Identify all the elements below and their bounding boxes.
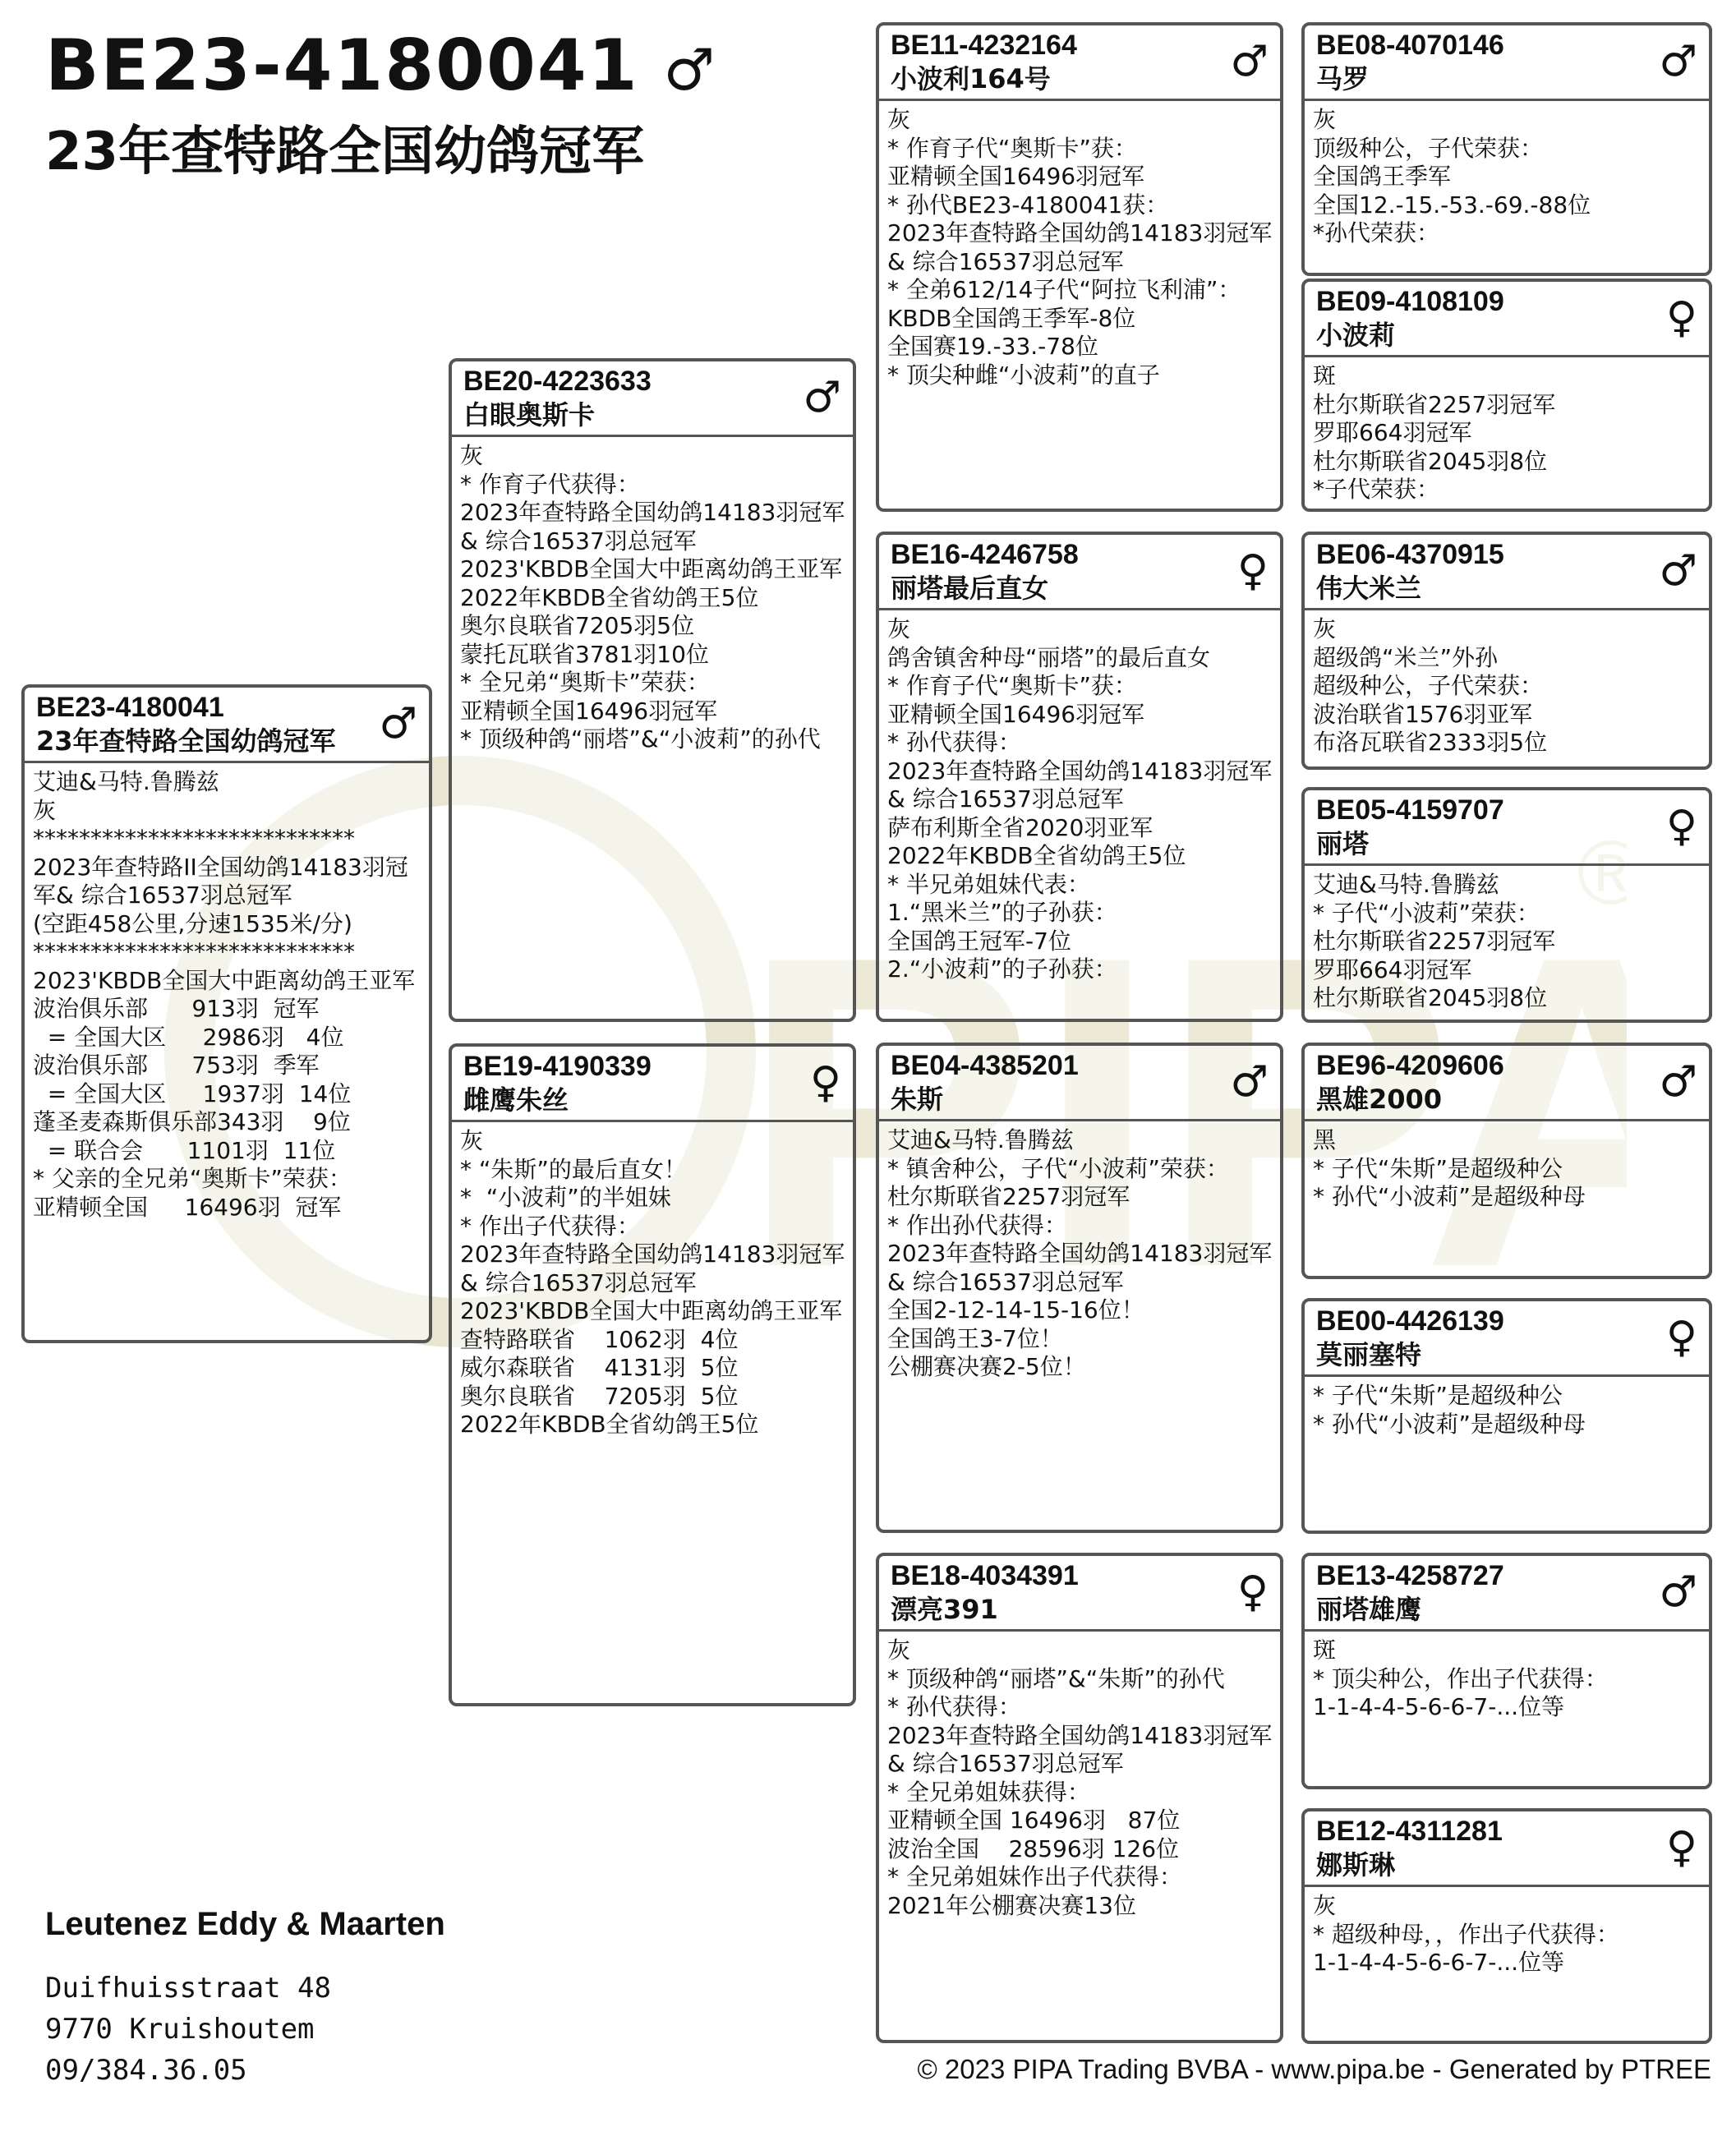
male-symbol-icon: ♂ <box>1659 546 1697 596</box>
card-detail-line: 2022年KBDB全省幼鸽王5位 <box>460 1411 759 1438</box>
card-detail-line: 2023年查特路全国幼鸽14183羽冠军 <box>887 757 1273 785</box>
pedigree-card <box>1301 279 1712 512</box>
card-detail-line: 2023年查特路全国幼鸽14183羽冠军 <box>887 1721 1273 1749</box>
owner-street: Duifhuisstraat 48 <box>45 1972 331 2005</box>
pedigree-card <box>1301 532 1712 770</box>
card-detail-line: * 孙代BE23-4180041获： <box>887 191 1169 219</box>
male-symbol-icon: ♂ <box>1230 1057 1269 1107</box>
card-detail-line: 2023'KBDB全国大中距离幼鸽王亚军 <box>460 555 843 582</box>
female-symbol-icon: ♀ <box>809 1058 841 1107</box>
card-ring-number: BE18-4034391 <box>891 1560 1079 1591</box>
card-details <box>1305 1887 1709 1977</box>
footer-copyright: © 2023 PIPA Trading BVBA - www.pipa.be - Generated by PTREE <box>917 2054 1711 2084</box>
card-detail-line: 黑 <box>1313 1126 1337 1153</box>
card-ring-number: BE13-4258727 <box>1316 1560 1504 1591</box>
card-pigeon-name: 马罗 <box>1316 63 1370 94</box>
card-details <box>879 1121 1280 1382</box>
card-detail-line: KBDB全国鸽王季军-8位 <box>887 304 1136 332</box>
card-pigeon-name: 朱斯 <box>891 1084 944 1115</box>
card-detail-line: = 联合会 1101羽 11位 <box>33 1136 336 1164</box>
card-ring-number: BE06-4370915 <box>1316 539 1504 570</box>
card-detail-line: *孙代荣获： <box>1313 219 1440 246</box>
card-details <box>879 610 1280 984</box>
card-detail-line: * 顶尖种公，作出子代获得： <box>1313 1664 1608 1692</box>
card-detail-line: 罗耶664羽冠军 <box>1313 955 1472 983</box>
card-detail-line: 奥尔良联省 7205羽 5位 <box>460 1382 739 1410</box>
card-detail-line: * “朱斯”的最后直女！ <box>460 1155 687 1183</box>
card-detail-line: 亚精顿全国16496羽冠军 <box>887 700 1145 728</box>
card-detail-line: 杜尔斯联省2045羽8位 <box>1313 447 1548 475</box>
card-ring-number: BE11-4232164 <box>891 30 1077 61</box>
card-detail-line: 2023'KBDB全国大中距离幼鸽王亚军 <box>33 966 416 994</box>
card-detail-line: 全国鸽王冠军-7位 <box>887 927 1071 955</box>
card-detail-line: 灰 <box>1313 1892 1337 1919</box>
card-detail-line: 蒙托瓦联省3781羽10位 <box>460 640 709 668</box>
pedigree-card <box>1301 787 1712 1023</box>
male-symbol-icon: ♂ <box>803 373 841 422</box>
card-detail-line: * 子代“朱斯”是超级种公 <box>1313 1154 1563 1182</box>
card-detail-line: 1-1-4-4-5-6-6-7-...位等 <box>1313 1693 1565 1720</box>
page-subtitle: 23年查特路全国幼鸽冠军 <box>45 122 645 182</box>
card-detail-line: 布洛瓦联省2333羽5位 <box>1313 729 1548 756</box>
male-symbol-icon: ♂ <box>379 699 417 748</box>
card-detail-line: * 全兄弟姐妹作出子代获得： <box>887 1863 1182 1890</box>
card-detail-line: 亚精顿全国16496羽冠军 <box>460 697 718 725</box>
card-detail-line: & 综合16537羽总冠军 <box>460 1268 697 1296</box>
card-detail-line: * 全兄弟“奥斯卡”荣获： <box>460 669 710 696</box>
card-pigeon-name: 莫丽塞特 <box>1316 1339 1422 1370</box>
card-ring-number: BE08-4070146 <box>1316 30 1504 61</box>
card-detail-line: * 孙代“小波莉”是超级种母 <box>1313 1183 1586 1210</box>
card-header <box>1305 1301 1709 1377</box>
card-header <box>879 535 1280 610</box>
card-detail-line: 2023'KBDB全国大中距离幼鸽王亚军 <box>460 1297 843 1324</box>
page-title-ring: BE23-4180041 <box>45 25 639 107</box>
card-detail-line: 2.“小波莉”的子孙获： <box>887 955 1117 983</box>
card-detail-line: & 综合16537羽总冠军 <box>887 785 1124 813</box>
card-pigeon-name: 小波利164号 <box>891 63 1051 94</box>
card-detail-line: 全国鸽王季军 <box>1313 163 1452 190</box>
card-detail-line: = 全国大区 1937羽 14位 <box>33 1080 352 1107</box>
card-detail-line: **************************** <box>33 825 355 852</box>
card-detail-line: * 子代“小波莉”荣获： <box>1313 899 1540 927</box>
pedigree-card <box>876 1043 1283 1533</box>
owner-phone: 09/384.36.05 <box>45 2054 247 2087</box>
card-detail-line: 灰 <box>887 615 911 642</box>
pedigree-card <box>449 358 856 1022</box>
card-detail-line: * 作出子代获得： <box>460 1212 640 1240</box>
card-detail-line: 全国12.-15.-53.-69.-88位 <box>1313 191 1591 219</box>
card-detail-line: 1.“黑米兰”的子孙获： <box>887 899 1117 926</box>
card-details <box>452 437 853 754</box>
card-detail-line: 灰 <box>460 1127 484 1154</box>
card-header <box>1305 1046 1709 1121</box>
card-detail-line: 2023年查特路全国幼鸽14183羽冠军 <box>460 1241 845 1268</box>
card-detail-line: 艾迪&马特.鲁腾兹 <box>33 768 219 795</box>
card-detail-line: 亚精顿全国 16496羽 87位 <box>887 1807 1181 1834</box>
card-detail-line: 奥尔良联省7205羽5位 <box>460 612 695 639</box>
pedigree-card <box>1301 1553 1712 1789</box>
card-ring-number: BE00-4426139 <box>1316 1305 1504 1337</box>
male-symbol-icon: ♂ <box>1659 1567 1697 1617</box>
card-detail-line: * 作出孙代获得： <box>887 1211 1067 1239</box>
pedigree-card <box>449 1043 856 1706</box>
card-detail-line: **************************** <box>33 938 355 965</box>
card-detail-line: 斑 <box>1313 362 1337 389</box>
female-symbol-icon: ♀ <box>1236 1567 1269 1617</box>
card-detail-line: * 孙代获得： <box>887 729 1021 756</box>
female-symbol-icon: ♀ <box>1236 546 1269 596</box>
card-header <box>879 1556 1280 1632</box>
card-detail-line: *子代荣获： <box>1313 476 1440 503</box>
card-detail-line: * 作育子代获得： <box>460 470 640 498</box>
card-detail-line: * “小波莉”的半姐妹 <box>460 1184 671 1211</box>
card-detail-line: 2023年查特路全国幼鸽14183羽冠军 <box>887 219 1273 246</box>
card-header <box>452 1047 853 1122</box>
card-detail-line: 亚精顿全国16496羽冠军 <box>887 163 1145 190</box>
card-ring-number: BE04-4385201 <box>891 1050 1079 1081</box>
card-detail-line: 2023年查特路全国幼鸽14183羽冠军 <box>460 499 845 526</box>
card-detail-line: (空距458公里,分速1535米/分) <box>33 909 352 937</box>
card-detail-line: 军& 综合16537羽总冠军 <box>33 882 292 909</box>
card-detail-line: 灰 <box>887 106 911 133</box>
pedigree-card <box>1301 1043 1712 1279</box>
card-header <box>1305 282 1709 357</box>
card-detail-line: & 综合16537羽总冠军 <box>887 1268 1124 1296</box>
card-detail-line: 波治联省1576羽亚军 <box>1313 700 1533 728</box>
card-ring-number: BE19-4190339 <box>463 1051 652 1082</box>
card-detail-line: 超级种公，子代荣获： <box>1313 672 1544 699</box>
card-ring-number: BE23-4180041 <box>36 692 224 723</box>
page-title <box>45 25 716 111</box>
card-detail-line: 杜尔斯联省2257羽冠军 <box>1313 928 1556 955</box>
card-pigeon-name: 黑雄2000 <box>1316 1084 1443 1115</box>
card-header <box>25 688 429 763</box>
card-pigeon-name: 伟大米兰 <box>1316 573 1422 604</box>
card-detail-line: * 顶级种鸽“丽塔”&“朱斯”的孙代 <box>887 1664 1225 1692</box>
pedigree-card <box>876 532 1283 1022</box>
card-pigeon-name: 娜斯琳 <box>1316 1849 1396 1881</box>
card-header <box>1305 1811 1709 1887</box>
card-detail-line: = 全国大区 2986羽 4位 <box>33 1023 344 1051</box>
card-pigeon-name: 漂亮391 <box>891 1594 998 1625</box>
card-detail-line: 2021年公棚赛决赛13位 <box>887 1891 1136 1919</box>
card-detail-line: * 半兄弟姐妹代表： <box>887 870 1090 898</box>
male-symbol-icon: ♂ <box>1230 37 1269 86</box>
card-detail-line: 灰 <box>887 1637 911 1664</box>
card-detail-line: 杜尔斯联省2257羽冠军 <box>887 1183 1130 1210</box>
pedigree-card <box>1301 1808 1712 2044</box>
card-detail-line: 灰 <box>1313 106 1337 133</box>
pedigree-card <box>876 1553 1283 2043</box>
card-detail-line: 超级鸽“米兰”外孙 <box>1313 643 1499 671</box>
card-detail-line: 1-1-4-4-5-6-6-7-...位等 <box>1313 1949 1565 1976</box>
card-details <box>1305 101 1709 248</box>
card-detail-line: 波治俱乐部 753羽 季军 <box>33 1052 320 1079</box>
card-ring-number: BE96-4209606 <box>1316 1050 1504 1081</box>
card-detail-line: 杜尔斯联省2045羽8位 <box>1313 984 1548 1011</box>
card-details <box>1305 357 1709 504</box>
card-ring-number: BE05-4159707 <box>1316 794 1504 826</box>
card-detail-line: 罗耶664羽冠军 <box>1313 419 1472 446</box>
card-detail-line: 萨布利斯全省2020羽亚军 <box>887 813 1153 841</box>
card-details <box>879 101 1280 389</box>
card-detail-line: 斑 <box>1313 1637 1337 1664</box>
card-header <box>1305 535 1709 610</box>
card-detail-line: 艾迪&马特.鲁腾兹 <box>1313 871 1499 898</box>
card-details <box>879 1632 1280 1920</box>
owner-name: Leutenez Eddy & Maarten <box>45 1906 445 1942</box>
card-detail-line: & 综合16537羽总冠军 <box>887 1750 1124 1777</box>
card-detail-line: 公棚赛决赛2-5位！ <box>887 1353 1086 1380</box>
card-ring-number: BE12-4311281 <box>1316 1816 1503 1847</box>
card-pigeon-name: 丽塔 <box>1316 828 1370 859</box>
card-pigeon-name: 23年查特路全国幼鸽冠军 <box>36 725 336 757</box>
card-pigeon-name: 小波莉 <box>1316 320 1396 351</box>
card-detail-line: 全国2-12-14-15-16位！ <box>887 1296 1144 1323</box>
card-detail-line: 杜尔斯联省2257羽冠军 <box>1313 390 1556 418</box>
card-pigeon-name: 丽塔雄鹰 <box>1316 1594 1422 1625</box>
card-header <box>1305 1556 1709 1632</box>
card-detail-line: 2023年查特路II全国幼鸽14183羽冠 <box>33 853 408 881</box>
card-detail-line: 全国赛19.-33.-78位 <box>887 333 1098 360</box>
card-detail-line: 蓬圣麦森斯俱乐部343羽 9位 <box>33 1108 351 1135</box>
card-detail-line: 灰 <box>33 796 57 824</box>
card-details <box>1305 1121 1709 1212</box>
card-detail-line: * 子代“朱斯”是超级种公 <box>1313 1382 1563 1409</box>
card-detail-line: 查特路联省 1062羽 4位 <box>460 1325 739 1353</box>
card-detail-line: * 顶尖种雌“小波莉”的直子 <box>887 361 1160 389</box>
card-detail-line: * 全弟612/14子代“阿拉飞利浦”： <box>887 276 1241 303</box>
male-symbol-icon: ♂ <box>1659 1057 1697 1107</box>
card-detail-line: 顶级种公，子代荣获： <box>1313 134 1544 162</box>
card-pigeon-name: 雌鹰朱丝 <box>463 1084 569 1116</box>
card-detail-line: 灰 <box>1313 615 1337 642</box>
card-detail-line: * 全兄弟姐妹获得： <box>887 1778 1090 1806</box>
card-details <box>1305 1377 1709 1439</box>
owner-city: 9770 Kruishoutem <box>45 2013 315 2046</box>
pedigree-card <box>1301 1298 1712 1534</box>
card-detail-line: 艾迪&马特.鲁腾兹 <box>887 1126 1074 1153</box>
card-header <box>879 1046 1280 1121</box>
card-details <box>25 763 429 1222</box>
card-detail-line: & 综合16537羽总冠军 <box>887 247 1124 275</box>
card-detail-line: 全国鸽王3-7位！ <box>887 1324 1063 1352</box>
card-ring-number: BE16-4246758 <box>891 539 1079 570</box>
card-detail-line: * 作育子代“奥斯卡”获： <box>887 134 1137 162</box>
card-detail-line: 灰 <box>460 442 484 469</box>
card-details <box>452 1122 853 1439</box>
card-detail-line: * 镇舍种公，子代“小波莉”荣获： <box>887 1154 1229 1182</box>
card-ring-number: BE09-4108109 <box>1316 286 1504 317</box>
card-header <box>452 361 853 437</box>
card-detail-line: 威尔森联省 4131羽 5位 <box>460 1354 739 1381</box>
card-header <box>879 25 1280 101</box>
female-symbol-icon: ♀ <box>1665 293 1697 343</box>
card-details <box>1305 866 1709 1013</box>
card-ring-number: BE20-4223633 <box>463 366 652 397</box>
card-detail-line: * 孙代获得： <box>887 1693 1021 1720</box>
female-symbol-icon: ♀ <box>1665 1313 1697 1362</box>
card-detail-line: 2022年KBDB全省幼鸽王5位 <box>460 583 759 611</box>
card-detail-line: 2022年KBDB全省幼鸽王5位 <box>887 842 1186 869</box>
pedigree-card <box>876 22 1283 512</box>
card-detail-line: 亚精顿全国 16496羽 冠军 <box>33 1193 342 1221</box>
card-header <box>1305 790 1709 866</box>
male-symbol-icon: ♂ <box>1659 37 1697 86</box>
card-details <box>1305 1632 1709 1722</box>
card-header <box>1305 25 1709 101</box>
card-detail-line: * 顶级种鸽“丽塔”&“小波莉”的孙代 <box>460 725 821 753</box>
male-symbol-icon: ♂ <box>663 36 717 104</box>
card-pigeon-name: 白眼奥斯卡 <box>463 399 596 430</box>
card-detail-line: * 孙代“小波莉”是超级种母 <box>1313 1410 1586 1438</box>
card-detail-line: 波治全国 28596羽 126位 <box>887 1834 1180 1862</box>
card-pigeon-name: 丽塔最后直女 <box>891 573 1049 604</box>
card-detail-line: & 综合16537羽总冠军 <box>460 527 697 555</box>
card-detail-line: * 超级种母，，作出子代获得： <box>1313 1920 1619 1948</box>
pedigree-card <box>1301 22 1712 276</box>
card-detail-line: 波治俱乐部 913羽 冠军 <box>33 995 320 1022</box>
card-detail-line: * 作育子代“奥斯卡”获： <box>887 672 1137 699</box>
card-detail-line: 2023年查特路全国幼鸽14183羽冠军 <box>887 1240 1273 1267</box>
card-details <box>1305 610 1709 757</box>
card-detail-line: * 父亲的全兄弟“奥斯卡”荣获： <box>33 1165 352 1192</box>
female-symbol-icon: ♀ <box>1665 802 1697 851</box>
pedigree-card <box>21 684 432 1343</box>
female-symbol-icon: ♀ <box>1665 1823 1697 1872</box>
card-detail-line: 鸽舍镇舍种母“丽塔”的最后直女 <box>887 643 1211 671</box>
